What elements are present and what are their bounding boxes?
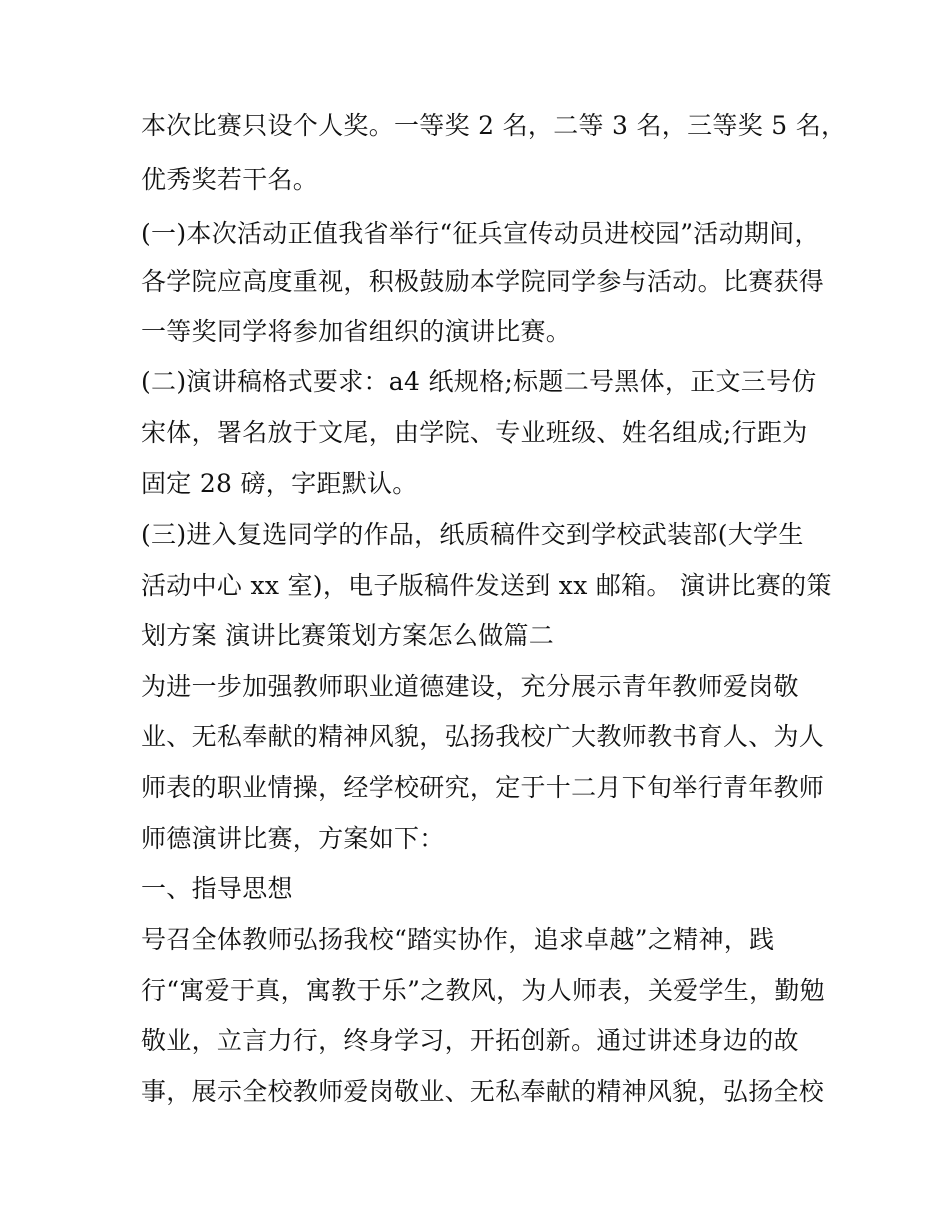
text-line: 师德演讲比赛，方案如下： xyxy=(141,824,445,853)
section-heading: 一、指导思想 xyxy=(141,874,293,903)
text-line: 行“寓爱于真，寓教于乐”之教风，为人师表，关爱学生，勤勉 xyxy=(141,976,825,1005)
text-line: 师表的职业情操，经学校研究，定于十二月下旬举行青年教师 xyxy=(141,773,825,802)
text-line: 本次比赛只设个人奖。一等奖 2 名，二等 3 名，三等奖 5 名， xyxy=(141,111,847,140)
text-line: 各学院应高度重视，积极鼓励本学院同学参与活动。比赛获得 xyxy=(141,267,825,296)
text-line: 划方案 演讲比赛策划方案怎么做篇二 xyxy=(141,621,555,650)
text-line: 宋体，署名放于文尾，由学院、专业班级、姓名组成;行距为 xyxy=(141,418,808,447)
text-line: 敬业，立言力行，终身学习，开拓创新。通过讲述身边的故 xyxy=(141,1026,799,1055)
text-line: (一)本次活动正值我省举行“征兵宣传动员进校园”活动期间， xyxy=(141,219,820,248)
text-line: (三)进入复选同学的作品，纸质稿件交到学校武装部(大学生 xyxy=(141,520,804,549)
text-line: 事，展示全校教师爱岗敬业、无私奉献的精神风貌，弘扬全校 xyxy=(141,1077,825,1106)
text-line: 业、无私奉献的精神风貌，弘扬我校广大教师教书育人、为人 xyxy=(141,722,825,751)
text-line: 固定 28 磅，字距默认。 xyxy=(141,469,418,498)
text-line: 号召全体教师弘扬我校“踏实协作，追求卓越”之精神，践 xyxy=(141,925,775,954)
text-line: 为进一步加强教师职业道德建设，充分展示青年教师爱岗敬 xyxy=(141,672,799,701)
text-line: 优秀奖若干名。 xyxy=(141,165,319,194)
text-line: 活动中心 xx 室)，电子版稿件发送到 xx 邮箱。 演讲比赛的策 xyxy=(141,571,832,600)
text-line: (二)演讲稿格式要求：a4 纸规格;标题二号黑体，正文三号仿 xyxy=(141,367,817,396)
text-line: 一等奖同学将参加省组织的演讲比赛。 xyxy=(141,317,572,346)
